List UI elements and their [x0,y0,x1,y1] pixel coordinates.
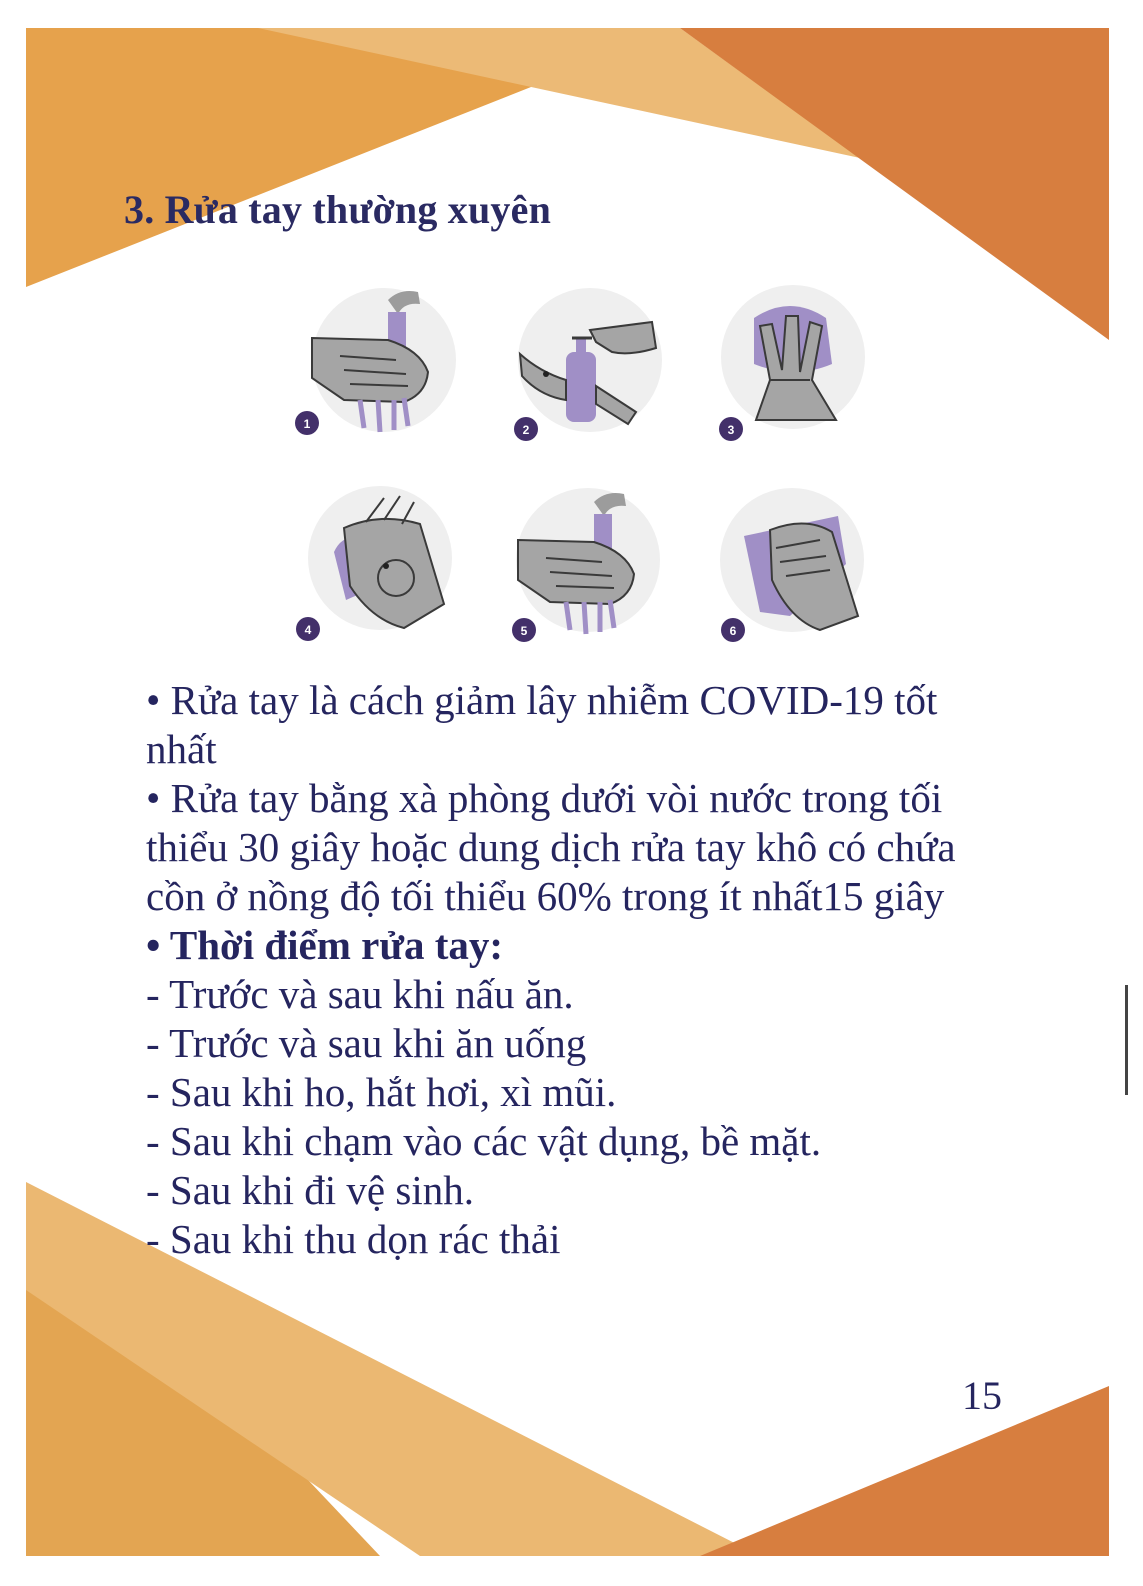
bullet-handwash-duration: • Rửa tay bằng xà phòng dưới vòi nước trong tối thiểu 30 giây hoặc dung dịch rửa tay khô có chứa cồn ở nồng độ tối thiểu 60% trong ít nhất15 giây [146,775,956,919]
time-item: - Sau khi đi vệ sinh. [146,1167,474,1213]
step-5 [512,488,660,642]
step-5-number: 5 [520,624,528,638]
time-item: - Sau khi chạm vào các vật dụng, bề mặt. [146,1118,822,1164]
bottom-right-dark-orange-triangle [700,1386,1109,1556]
page-number: 15 [962,1373,1002,1418]
time-item: - Sau khi ho, hắt hơi, xì mũi. [146,1069,617,1115]
body-text [146,676,1016,1264]
time-item: - Sau khi thu dọn rác thải [146,1216,561,1262]
step-2 [514,288,662,441]
times-heading: • Thời điểm rửa tay: [146,922,504,968]
step-2-number: 2 [522,423,530,437]
step-6 [720,488,864,642]
step-6-number: 6 [729,624,737,638]
time-item: - Trước và sau khi ăn uống [146,1020,587,1066]
step-1 [295,288,456,435]
step-4 [296,486,452,641]
bullet-covid-prevention: • Rửa tay là cách giảm lây nhiễm COVID-19 tốt nhất [146,677,938,772]
step-3 [719,285,865,441]
step-3-number: 3 [727,423,735,437]
step-1-number: 1 [303,417,311,431]
page-title: 3. Rửa tay thường xuyên [124,187,552,232]
time-item: - Trước và sau khi nấu ăn. [146,971,574,1017]
step-4-number: 4 [304,623,312,637]
handwashing-steps [0,0,1143,700]
right-edge-mark [1125,985,1128,1095]
interlace-fingers-icon [754,306,836,420]
